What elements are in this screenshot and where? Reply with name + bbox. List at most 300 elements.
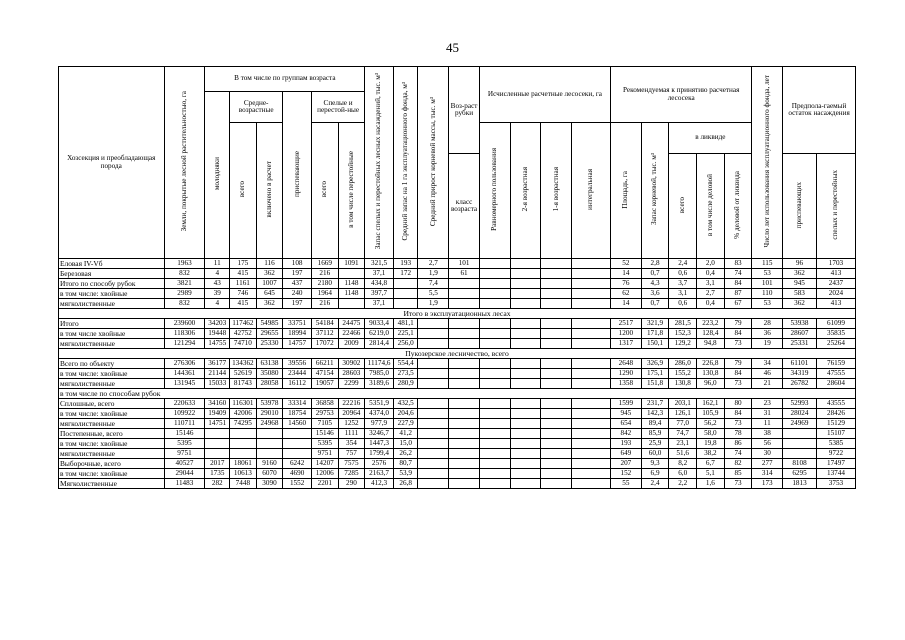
- table-row: [59, 419, 856, 429]
- table-cell: 30902: [338, 359, 365, 369]
- table-cell: 110: [752, 289, 783, 299]
- table-cell: 96,0: [697, 379, 725, 389]
- table-cell: 2017: [205, 459, 230, 469]
- table-cell: 34160: [205, 399, 230, 409]
- table-cell: 29655: [256, 329, 283, 339]
- table-cell: [479, 429, 510, 439]
- table-row: [59, 399, 856, 409]
- table-cell: 73: [724, 379, 752, 389]
- row-label: в том числе: хвойные: [59, 369, 165, 379]
- header-integral: интегральная: [572, 123, 611, 259]
- table-cell: 583: [783, 289, 817, 299]
- table-cell: 15129: [816, 419, 855, 429]
- table-cell: [479, 459, 510, 469]
- table-cell: 354: [338, 439, 365, 449]
- table-cell: [541, 299, 572, 309]
- table-cell: 11: [205, 259, 230, 269]
- table-cell: 225,1: [393, 329, 418, 339]
- table-cell: 203,1: [669, 399, 697, 409]
- table-cell: [572, 399, 611, 409]
- table-cell: [230, 449, 257, 459]
- table-cell: 144361: [164, 369, 205, 379]
- table-cell: 2,8: [641, 259, 669, 269]
- table-cell: 53978: [256, 399, 283, 409]
- table-cell: [541, 329, 572, 339]
- header-mature: Спелые и перестой-ные: [311, 92, 364, 123]
- table-cell: [510, 459, 541, 469]
- table-cell: 14757: [283, 339, 312, 349]
- table-cell: 62: [611, 289, 642, 299]
- table-cell: [479, 439, 510, 449]
- table-cell: 36858: [311, 399, 338, 409]
- table-cell: 977,9: [365, 419, 394, 429]
- table-cell: 2648: [611, 359, 642, 369]
- table-header: [59, 67, 856, 259]
- table-cell: 83: [724, 259, 752, 269]
- table-cell: 3189,6: [365, 379, 394, 389]
- table-cell: 412,3: [365, 479, 394, 489]
- table-cell: 2299: [338, 379, 365, 389]
- table-cell: 53: [752, 299, 783, 309]
- table-cell: 26,2: [393, 449, 418, 459]
- table-cell: 3246,7: [365, 429, 394, 439]
- table-cell: 116: [256, 259, 283, 269]
- table-row: [59, 259, 856, 269]
- header-young: молодняки: [205, 92, 230, 259]
- table-cell: 832: [164, 299, 205, 309]
- table-cell: 28426: [816, 409, 855, 419]
- table-cell: 14: [611, 299, 642, 309]
- table-cell: 649: [611, 449, 642, 459]
- table-cell: 52: [611, 259, 642, 269]
- table-cell: 15146: [164, 429, 205, 439]
- table-cell: 2,0: [697, 259, 725, 269]
- table-row: [59, 429, 856, 439]
- table-cell: [393, 299, 418, 309]
- table-cell: [541, 359, 572, 369]
- table-cell: 282: [205, 479, 230, 489]
- table-cell: 2009: [338, 339, 365, 349]
- table-cell: [479, 469, 510, 479]
- table-cell: 54184: [311, 319, 338, 329]
- table-cell: 94,8: [697, 339, 725, 349]
- table-cell: [418, 479, 449, 489]
- table-cell: 34319: [783, 369, 817, 379]
- table-cell: 126,1: [669, 409, 697, 419]
- table-cell: 35080: [256, 369, 283, 379]
- table-cell: 9751: [164, 449, 205, 459]
- table-cell: 1290: [611, 369, 642, 379]
- table-cell: 1799,4: [365, 449, 394, 459]
- table-cell: 4690: [283, 469, 312, 479]
- table-cell: 1358: [611, 379, 642, 389]
- table-cell: 58,0: [697, 429, 725, 439]
- table-cell: 78: [724, 429, 752, 439]
- table-cell: 53: [752, 269, 783, 279]
- table-cell: 28024: [783, 409, 817, 419]
- table-cell: 55: [611, 479, 642, 489]
- table-cell: 23,1: [669, 439, 697, 449]
- table-cell: 34203: [205, 319, 230, 329]
- table-cell: 290: [338, 479, 365, 489]
- table-cell: [572, 429, 611, 439]
- row-label: Мягколиственные: [59, 479, 165, 489]
- table-cell: [449, 419, 480, 429]
- table-cell: 11174,6: [365, 359, 394, 369]
- table-cell: 121294: [164, 339, 205, 349]
- header-remaining-maturing: приспевающих: [783, 154, 817, 259]
- table-cell: 76: [611, 279, 642, 289]
- table-cell: [510, 449, 541, 459]
- row-label: Всего по объекту: [59, 359, 165, 369]
- table-cell: 84: [724, 329, 752, 339]
- table-cell: [449, 449, 480, 459]
- header-calc-cuts: Исчисленные расчетные лесосеки, га: [479, 67, 610, 123]
- table-cell: 52993: [783, 399, 817, 409]
- table-cell: 129,2: [669, 339, 697, 349]
- table-cell: 61: [449, 269, 480, 279]
- table-cell: [479, 379, 510, 389]
- table-cell: [449, 319, 480, 329]
- table-cell: [510, 319, 541, 329]
- table-cell: 81743: [230, 379, 257, 389]
- header-age-class: класс возраста: [449, 154, 480, 259]
- row-label: Итого по способу рубок: [59, 279, 165, 289]
- table-cell: 130,8: [697, 369, 725, 379]
- table-cell: 18754: [283, 409, 312, 419]
- table-cell: [205, 429, 230, 439]
- table-cell: [479, 339, 510, 349]
- header-recommended: Рекомендуемая к принятию расчетная лесосека: [611, 67, 752, 123]
- table-cell: 193: [393, 259, 418, 269]
- table-cell: 223,2: [697, 319, 725, 329]
- table-cell: [449, 469, 480, 479]
- table-cell: 286,0: [669, 359, 697, 369]
- table-cell: 34: [752, 359, 783, 369]
- table-cell: 2,7: [418, 259, 449, 269]
- table-cell: [393, 279, 418, 289]
- table-cell: 85: [724, 469, 752, 479]
- header-first-age: 1-я возрастная: [541, 123, 572, 259]
- table-cell: 22466: [338, 329, 365, 339]
- table-cell: 82: [724, 459, 752, 469]
- header-liquid-business: в том числе деловой: [697, 154, 725, 259]
- table-cell: 277: [752, 459, 783, 469]
- table-cell: 35835: [816, 329, 855, 339]
- table-cell: 37112: [311, 329, 338, 339]
- table-cell: [338, 269, 365, 279]
- table-row: [59, 269, 856, 279]
- table-cell: 4374,0: [365, 409, 394, 419]
- table-cell: 73: [724, 479, 752, 489]
- table-cell: [541, 269, 572, 279]
- table-cell: 37,1: [365, 299, 394, 309]
- table-cell: 321,9: [641, 319, 669, 329]
- table-cell: [510, 429, 541, 439]
- table-cell: 7,4: [418, 279, 449, 289]
- table-cell: 39: [205, 289, 230, 299]
- table-cell: 80: [724, 399, 752, 409]
- table-cell: [572, 469, 611, 479]
- table-cell: 175,1: [641, 369, 669, 379]
- section-title: в том числе по способам рубок: [59, 389, 856, 399]
- table-cell: 74710: [230, 339, 257, 349]
- header-liquid: в ликвиде: [669, 123, 752, 154]
- table-cell: 51,6: [669, 449, 697, 459]
- table-cell: [510, 419, 541, 429]
- table-cell: 74,7: [669, 429, 697, 439]
- table-cell: 29044: [164, 469, 205, 479]
- table-cell: [572, 459, 611, 469]
- table-cell: [479, 419, 510, 429]
- table-row: [59, 339, 856, 349]
- table-cell: 1813: [783, 479, 817, 489]
- table-row: [59, 459, 856, 469]
- table-cell: [572, 479, 611, 489]
- table-cell: [449, 369, 480, 379]
- table-cell: 207: [611, 459, 642, 469]
- table-cell: 33314: [283, 399, 312, 409]
- table-cell: 645: [256, 289, 283, 299]
- table-row: [59, 439, 856, 449]
- table-cell: 8,2: [669, 459, 697, 469]
- table-cell: 14751: [205, 419, 230, 429]
- table-cell: [510, 299, 541, 309]
- row-label: в том числе хвойные: [59, 329, 165, 339]
- table-cell: 162,1: [697, 399, 725, 409]
- table-cell: [283, 429, 312, 439]
- table-cell: 15107: [816, 429, 855, 439]
- table-cell: [572, 289, 611, 299]
- table-cell: [510, 259, 541, 269]
- table-cell: [418, 409, 449, 419]
- table-cell: 73: [724, 339, 752, 349]
- table-cell: [783, 429, 817, 439]
- table-cell: [449, 439, 480, 449]
- table-cell: 87: [724, 289, 752, 299]
- table-cell: [479, 479, 510, 489]
- table-cell: [256, 449, 283, 459]
- table-cell: [541, 459, 572, 469]
- table-cell: 61101: [783, 359, 817, 369]
- table-cell: 362: [783, 299, 817, 309]
- table-cell: 3090: [256, 479, 283, 489]
- table-cell: [449, 289, 480, 299]
- table-cell: [283, 439, 312, 449]
- table-cell: [449, 299, 480, 309]
- table-cell: 42752: [230, 329, 257, 339]
- header-middle-aged: Средне-возрастные: [230, 92, 283, 123]
- table-cell: 42006: [230, 409, 257, 419]
- table-cell: 108: [283, 259, 312, 269]
- table-cell: 118306: [164, 329, 205, 339]
- row-label: Еловая IV-Vб: [59, 259, 165, 269]
- table-cell: 7985,0: [365, 369, 394, 379]
- table-cell: 7575: [338, 459, 365, 469]
- header-remaining-old: спелых и перестойных: [816, 154, 855, 259]
- table-cell: 281,5: [669, 319, 697, 329]
- row-label: Сплошные, всего: [59, 399, 165, 409]
- table-row: [59, 289, 856, 299]
- table-cell: [479, 259, 510, 269]
- table-cell: 16112: [283, 379, 312, 389]
- table-cell: 1703: [816, 259, 855, 269]
- table-cell: 227,9: [393, 419, 418, 429]
- header-age-groups: В том числе по группам возраста: [205, 67, 365, 92]
- table-cell: [572, 339, 611, 349]
- table-cell: [449, 429, 480, 439]
- table-cell: 7285: [338, 469, 365, 479]
- table-cell: [449, 479, 480, 489]
- table-cell: 28603: [338, 369, 365, 379]
- header-land-area: Земли, покрытые лесной растительностью, га: [164, 67, 205, 259]
- table-cell: 945: [783, 279, 817, 289]
- table-cell: 43555: [816, 399, 855, 409]
- table-cell: [510, 469, 541, 479]
- table-cell: [418, 399, 449, 409]
- table-cell: 434,8: [365, 279, 394, 289]
- table-cell: 21144: [205, 369, 230, 379]
- table-cell: 4,3: [641, 279, 669, 289]
- table-cell: [510, 339, 541, 349]
- table-cell: 11483: [164, 479, 205, 489]
- table-cell: [449, 379, 480, 389]
- table-cell: [541, 429, 572, 439]
- table-cell: 1161: [230, 279, 257, 289]
- table-cell: [479, 269, 510, 279]
- table-cell: 842: [611, 429, 642, 439]
- table-row: [59, 369, 856, 379]
- table-cell: 28604: [816, 379, 855, 389]
- table-cell: 96: [783, 259, 817, 269]
- table-cell: 0,4: [697, 299, 725, 309]
- table-cell: 0,6: [669, 299, 697, 309]
- header-middle-total: всего: [230, 123, 257, 259]
- table-cell: [572, 449, 611, 459]
- table-row: [59, 319, 856, 329]
- table-cell: 3,1: [697, 279, 725, 289]
- table-cell: 173: [752, 479, 783, 489]
- table-cell: 61099: [816, 319, 855, 329]
- header-section-breed: Хозсекция и преобладающая порода: [59, 67, 165, 259]
- table-cell: 240: [283, 289, 312, 299]
- forest-table: [58, 66, 856, 489]
- table-cell: 437: [283, 279, 312, 289]
- table-cell: 1599: [611, 399, 642, 409]
- table-cell: 31: [752, 409, 783, 419]
- table-cell: 63138: [256, 359, 283, 369]
- header-second-age: 2-я возрастная: [510, 123, 541, 259]
- table-cell: 231,7: [641, 399, 669, 409]
- header-maturing: приспевающие: [283, 92, 312, 259]
- row-label: Постепенные, всего: [59, 429, 165, 439]
- table-cell: [449, 339, 480, 349]
- table-cell: [541, 399, 572, 409]
- table-cell: [541, 289, 572, 299]
- table-cell: 11: [752, 419, 783, 429]
- table-cell: [510, 369, 541, 379]
- row-label: Итого: [59, 319, 165, 329]
- table-cell: [541, 439, 572, 449]
- table-cell: 2201: [311, 479, 338, 489]
- table-cell: 105,9: [697, 409, 725, 419]
- table-cell: 36: [752, 329, 783, 339]
- table-cell: 21: [752, 379, 783, 389]
- header-liquid-total: всего: [669, 154, 697, 259]
- row-label: мягколиственные: [59, 379, 165, 389]
- table-cell: [572, 359, 611, 369]
- table-cell: 24969: [783, 419, 817, 429]
- table-cell: 314: [752, 469, 783, 479]
- table-cell: 415: [230, 299, 257, 309]
- table-cell: 0,6: [669, 269, 697, 279]
- table-cell: 130,8: [669, 379, 697, 389]
- table-body: [59, 259, 856, 489]
- table-cell: 17497: [816, 459, 855, 469]
- table-cell: [541, 469, 572, 479]
- table-cell: [572, 259, 611, 269]
- row-label: мягколиственные: [59, 419, 165, 429]
- table-cell: 1200: [611, 329, 642, 339]
- table-cell: 47154: [311, 369, 338, 379]
- table-cell: [418, 449, 449, 459]
- table-cell: 1317: [611, 339, 642, 349]
- table-cell: 5,1: [697, 469, 725, 479]
- table-cell: [572, 379, 611, 389]
- table-cell: 193: [611, 439, 642, 449]
- table-cell: [479, 399, 510, 409]
- header-avg-stock: Средний запас на 1 га эксплуатационного фонда, м³: [393, 67, 418, 259]
- table-cell: 14755: [205, 339, 230, 349]
- table-cell: [572, 409, 611, 419]
- table-cell: [510, 359, 541, 369]
- table-cell: 152,3: [669, 329, 697, 339]
- table-cell: 3753: [816, 479, 855, 489]
- table-cell: 142,3: [641, 409, 669, 419]
- table-row: [59, 449, 856, 459]
- table-cell: 432,5: [393, 399, 418, 409]
- table-cell: 2024: [816, 289, 855, 299]
- table-cell: 1552: [283, 479, 312, 489]
- table-cell: 22216: [338, 399, 365, 409]
- table-cell: 14560: [283, 419, 312, 429]
- section-title: Пукозерское лесничество, всего: [59, 349, 856, 359]
- table-cell: [283, 449, 312, 459]
- table-cell: 0,7: [641, 269, 669, 279]
- table-cell: [479, 319, 510, 329]
- header-mature-incl: в том числе перестойные: [338, 123, 365, 259]
- table-cell: 84: [724, 369, 752, 379]
- table-cell: 8108: [783, 459, 817, 469]
- table-cell: [510, 479, 541, 489]
- table-cell: [230, 439, 257, 449]
- table-cell: 1111: [338, 429, 365, 439]
- table-cell: 1148: [338, 279, 365, 289]
- table-cell: 79: [724, 359, 752, 369]
- table-cell: 19: [752, 339, 783, 349]
- table-cell: 101: [449, 259, 480, 269]
- table-cell: 2814,4: [365, 339, 394, 349]
- table-cell: 2,7: [697, 289, 725, 299]
- table-cell: 74: [724, 449, 752, 459]
- table-cell: [572, 319, 611, 329]
- table-cell: 5385: [816, 439, 855, 449]
- table-cell: 18994: [283, 329, 312, 339]
- table-cell: [479, 369, 510, 379]
- table-cell: 46: [752, 369, 783, 379]
- table-cell: 197: [283, 269, 312, 279]
- table-cell: [205, 449, 230, 459]
